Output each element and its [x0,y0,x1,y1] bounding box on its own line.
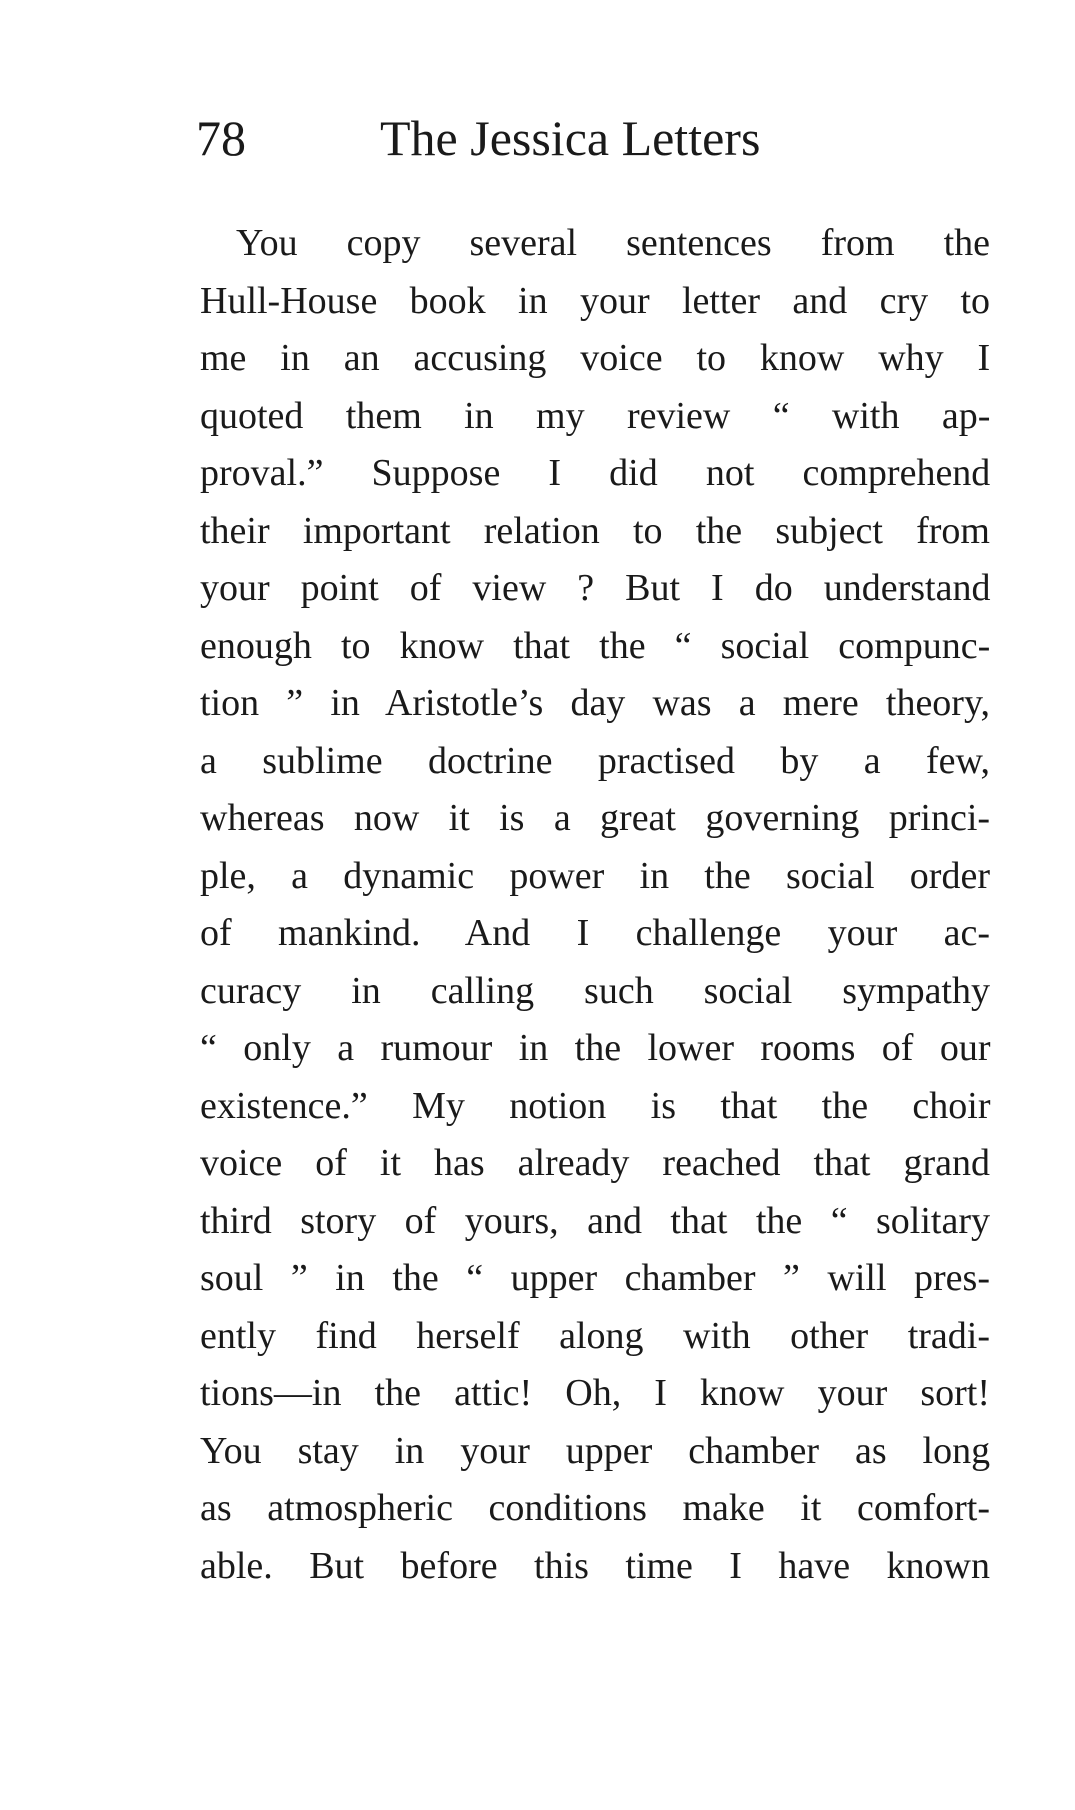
text-line: of mankind. And I challenge your ac- [200,912,990,954]
text-line: enough to know that the “ social compunc- [200,624,991,667]
text-line: a sublime doctrine practised by a few, [200,739,990,782]
body-paragraph [200,215,990,1595]
text-line: You stay in your upper chamber as long [200,1429,991,1472]
text-line: voice of it has already reached that grand [200,1142,990,1184]
text-line: tions—in the attic! Oh, I know your sort! [200,1372,990,1414]
text-line: ently find herself along with other tradi- [200,1314,990,1357]
text-line: curacy in calling such social sympathy [200,969,990,1012]
text-line: quoted them in my review “ with ap- [200,394,991,437]
text-line: proval.” Suppose I did not comprehend [200,452,991,494]
text-line: your point of view ? But I do understand [200,567,991,609]
text-line: third story of yours, and that the “ solitary [200,1199,990,1242]
text-line: their important relation to the subject from [200,509,990,552]
page-number: 78 [196,110,246,166]
running-head [196,108,996,168]
text-line: existence.” My notion is that the choir [200,1084,991,1127]
text-line: me in an accusing voice to know why I [200,337,991,379]
text-line: as atmospheric conditions make it comfort- [200,1487,990,1529]
text-line: soul ” in the “ upper chamber ” will pres- [200,1257,990,1299]
text-line: ple, a dynamic power in the social order [200,854,990,897]
text-line: able. But before this time I have known [200,1544,990,1587]
text-line: whereas now it is a great governing princi- [200,797,991,839]
text-line: “ only a rumour in the lower rooms of our [200,1027,991,1069]
text-line: You copy several sentences from the [236,222,990,264]
text-line: Hull-House book in your letter and cry to [200,279,991,322]
text-line: tion ” in Aristotle’s day was a mere theory, [200,682,990,724]
book-title: The Jessica Letters [380,110,761,166]
